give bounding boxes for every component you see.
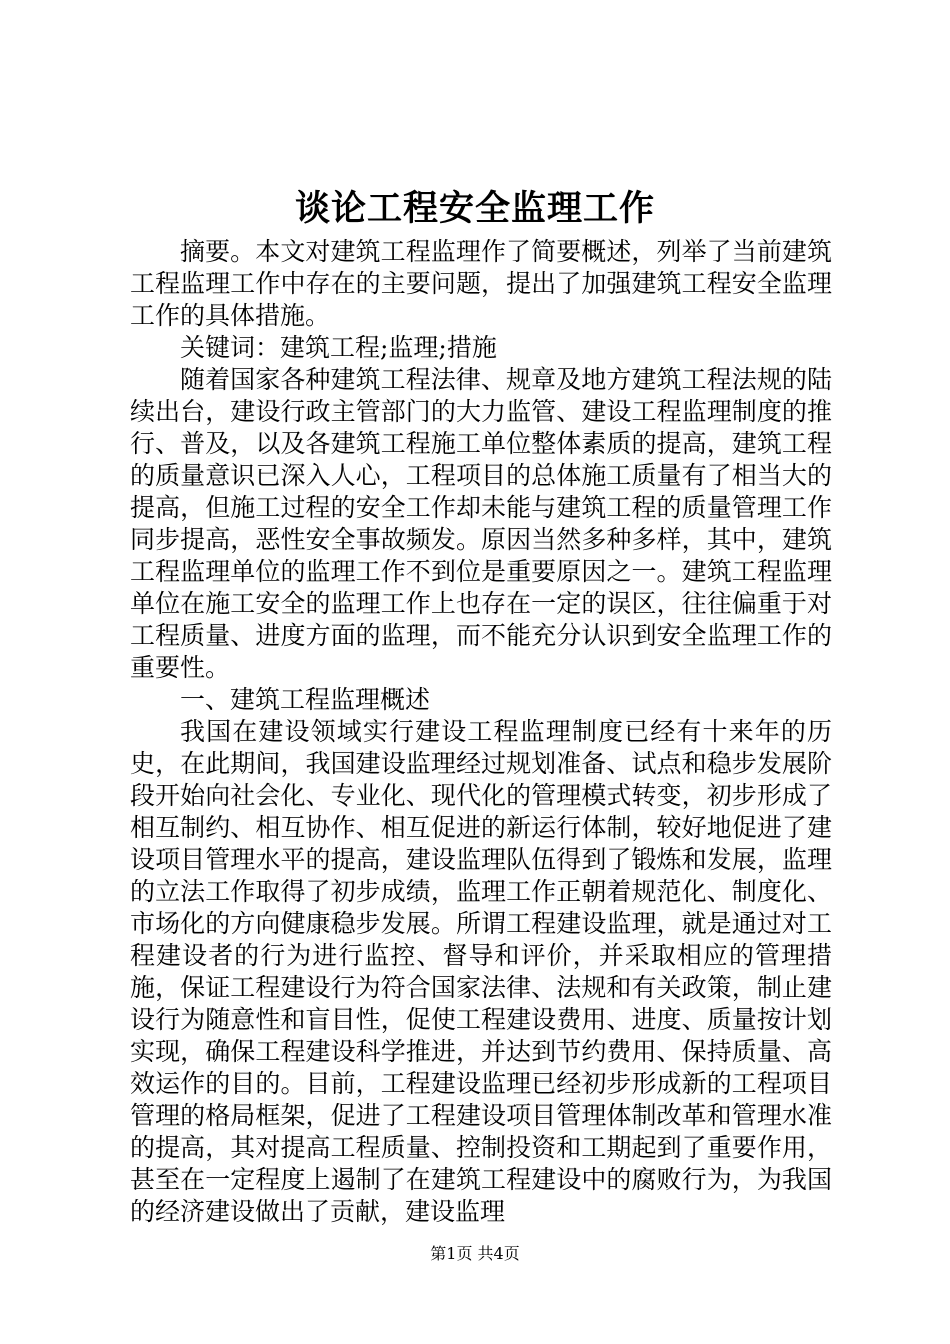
page-footer: 第1页 共4页: [430, 1244, 520, 1263]
keywords-paragraph: 关键词：建筑工程;监理;措施: [180, 333, 497, 362]
section-heading: 一、建筑工程监理概述: [180, 685, 431, 714]
document-title: 谈论工程安全监理工作: [294, 188, 655, 229]
document-body: [130, 236, 832, 1228]
intro-paragraph: 随着国家各种建筑工程法律、规章及地方建筑工程法规的陆续出台，建设行政主管部门的大力监管、建设工程监理制度的推行、普及，以及各建筑工程施工单位整体素质的提高，建筑工程的质量意识已深入人心，工程项目的总体施工质量有了相当大的提高，但施工过程的安全工作却未能与建筑工程的质量管理工作同步提高，恶性安全事故频发。原因当然多种多样，其中，建筑工程监理单位的监理工作不到位是重要原因之一。建筑工程监理单位在施工安全的监理工作上也存在一定的误区，往往偏重于对工程质量、进度方面的监理，而不能充分认识到安全监理工作的重要性。: [130, 365, 832, 682]
abstract-paragraph: 摘要。本文对建筑工程监理作了简要概述，列举了当前建筑工程监理工作中存在的主要问题，提出了加强建筑工程安全监理工作的具体措施。: [130, 237, 832, 330]
section-paragraph: 我国在建设领域实行建设工程监理制度已经有十来年的历史，在此期间，我国建设监理经过规划准备、试点和稳步发展阶段开始向社会化、专业化、现代化的管理模式转变，初步形成了相互制约、相互协作、相互促进的新运行体制，较好地促进了建设项目管理水平的提高，建设监理队伍得到了锻炼和发展，监理的立法工作取得了初步成绩，监理工作正朝着规范化、制度化、市场化的方向健康稳步发展。所谓工程建设监理，就是通过对工程建设者的行为进行监控、督导和评价，并采取相应的管理措施，保证工程建设行为符合国家法律、法规和有关政策，制止建设行为随意性和盲目性，促使工程建设费用、进度、质量按计划实现，确保工程建设科学推进，并达到节约费用、保持质量、高效运作的目的。目前，工程建设监理已经初步形成新的工程项目管理的格局框架，促进了工程建设项目管理体制改革和管理水准的提高，其对提高工程质量、控制投资和工期起到了重要作用，甚至在一定程度上遏制了在建筑工程建设中的腐败行为，为我国的经济建设做出了贡献，建设监理: [130, 717, 832, 1226]
